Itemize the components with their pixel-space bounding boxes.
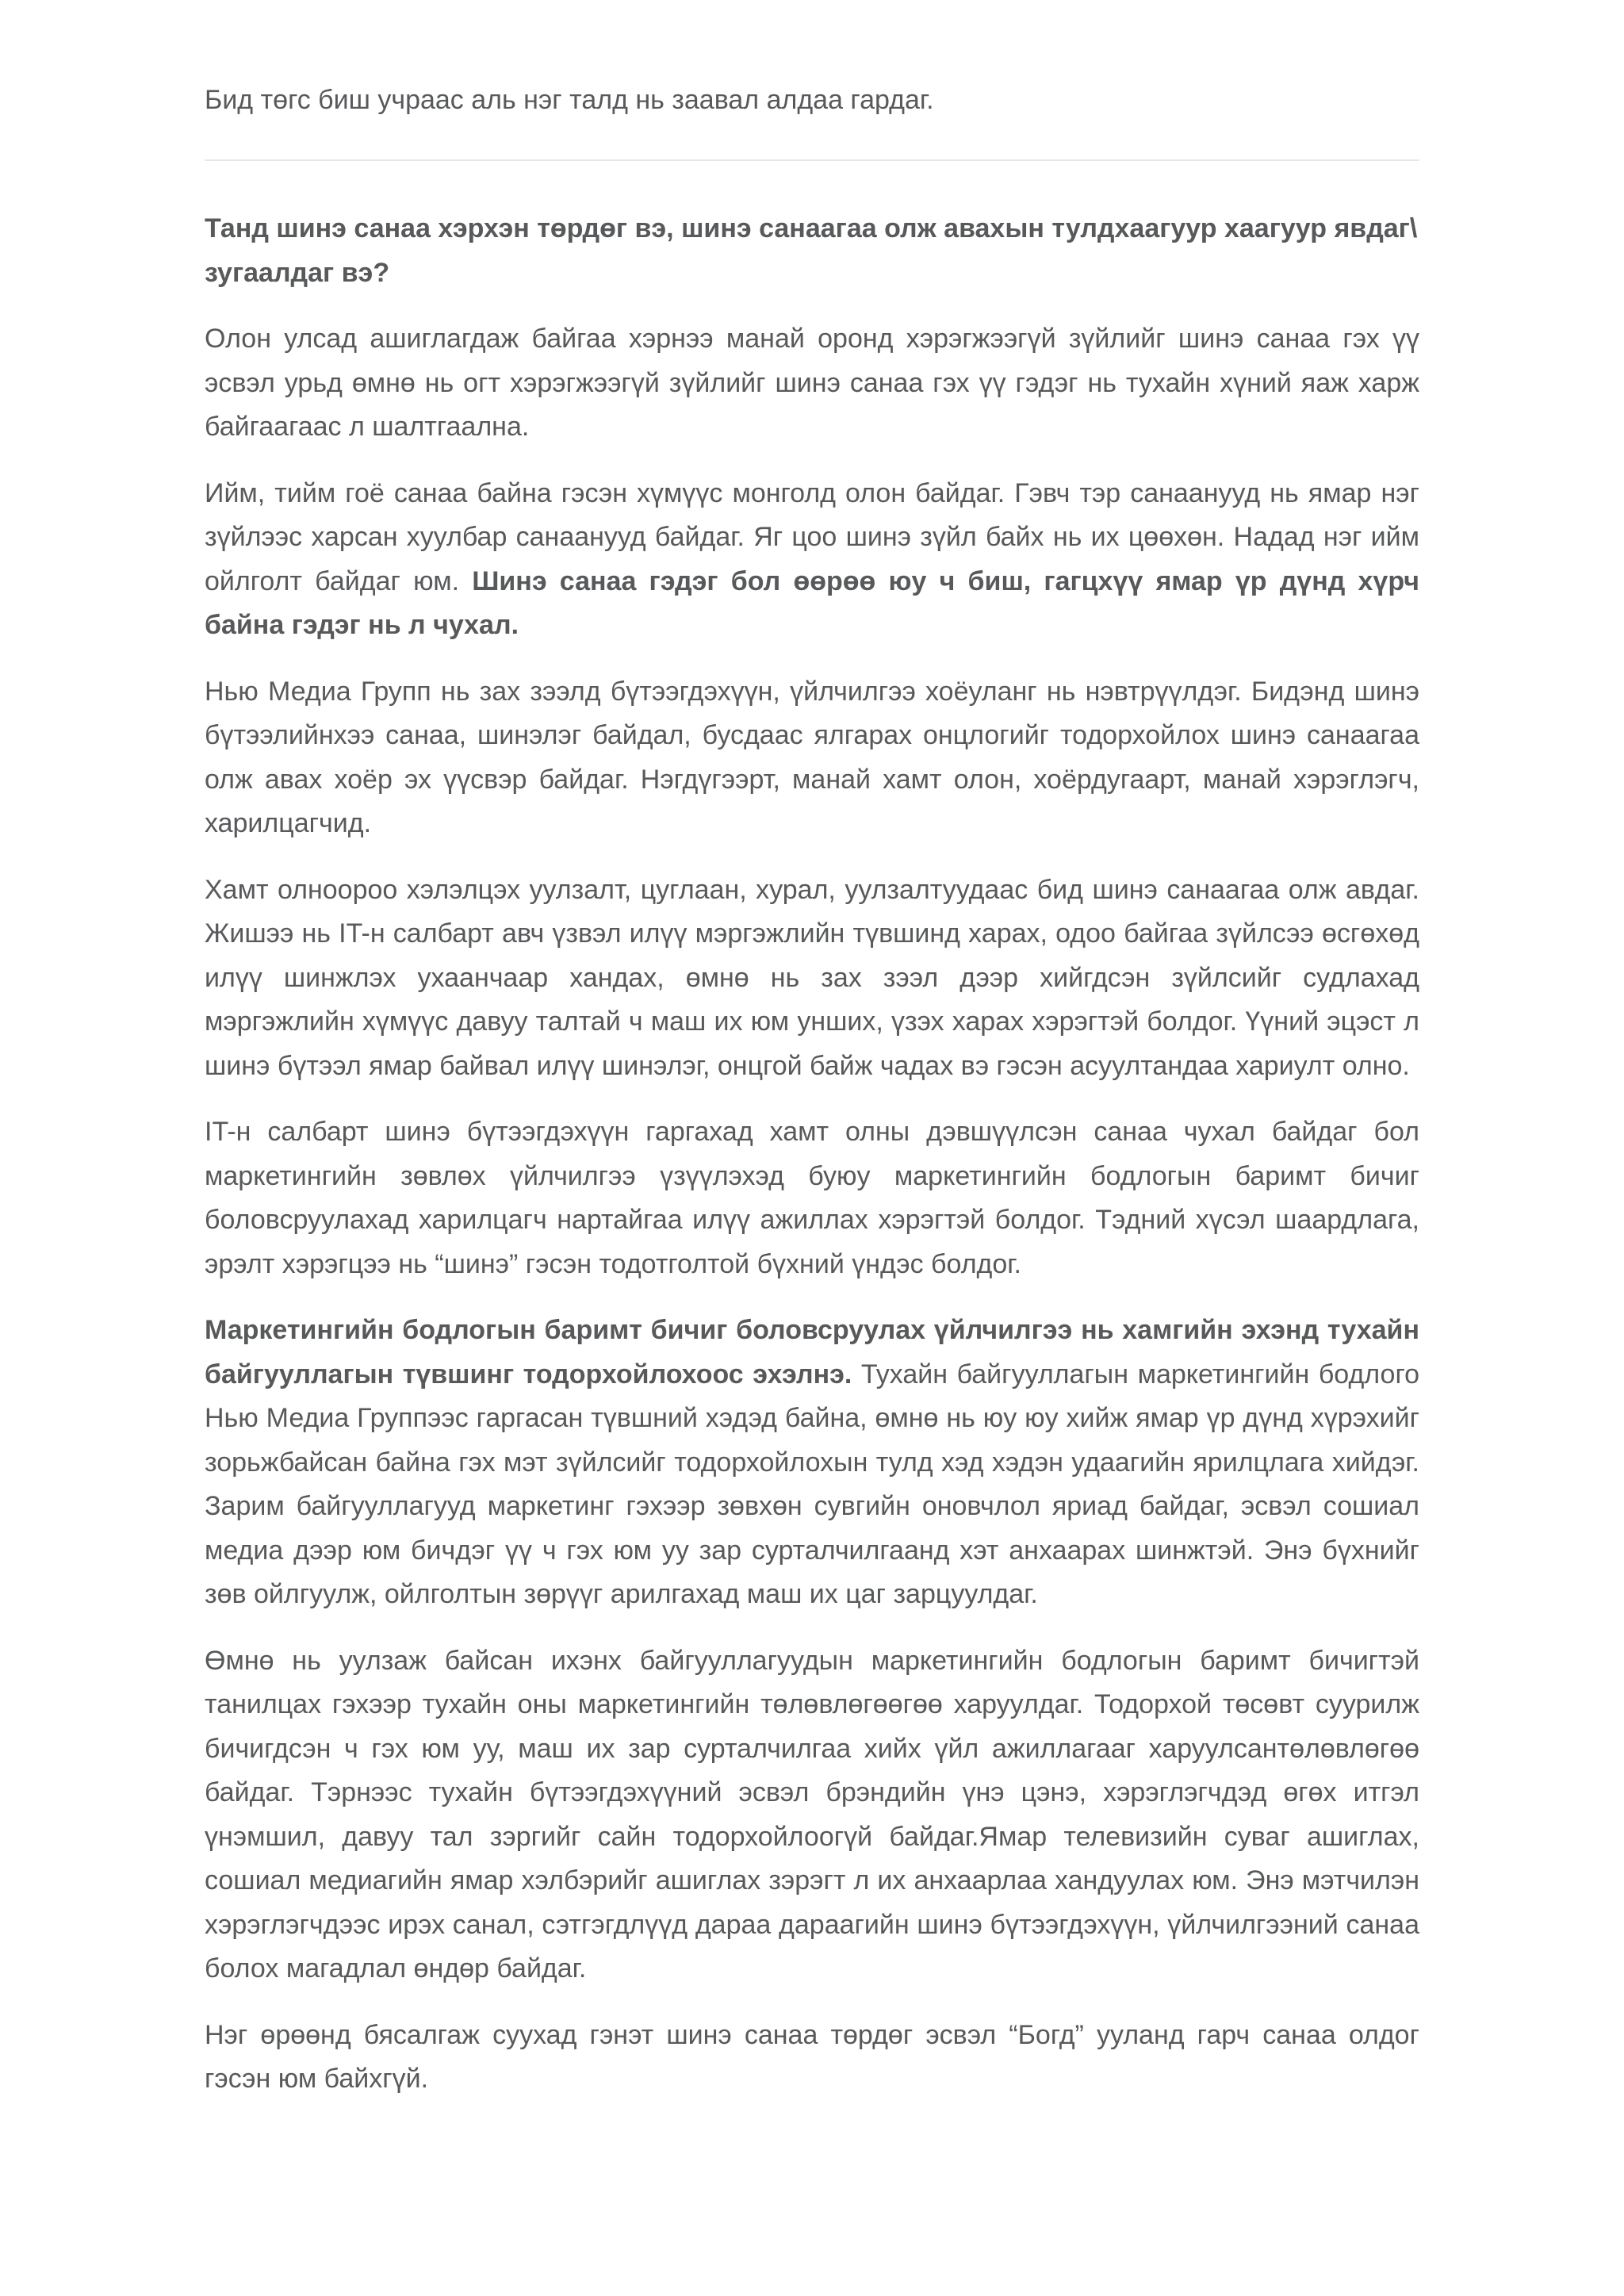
paragraph: [205, 1309, 1419, 1617]
text-run: Нэг өрөөнд бясалгаж суухад гэнэт шинэ санаа төрдөг эсвэл “Богд” ууланд гарч санаа олдог гэсэн юм байхгүй.: [205, 2019, 1419, 2094]
text-run: Ийм, тийм гоё санаа байна гэсэн хүмүүс монголд олон байдаг. Гэвч тэр санаанууд нь ямар нэг зүйлээс харсан хуулбар санаанууд байдаг. Яг цоо шинэ зүйл байх нь их цөөхөн. Надад нэг ийм ойлголт байдаг юм.: [205, 477, 1419, 596]
text-run: Тухайн байгууллагын маркетингийн бодлого Нью Медиа Группээс гаргасан түвшний хэдэд байна, өмнө нь юу юу хийж ямар үр дүнд хүрэхийг зорьжбайсан байна гэх мэт зүйлсийг тодорхойлохын тулд хэд хэдэн удаагийн ярилцлага хийдэг. Зарим байгууллагууд маркетинг гэхээр зөвхөн сувгийн оновчлол яриад байдаг, эсвэл сошиал медиа дээр юм бичдэг үү ч гэх юм уу зар сурталчилгаанд хэт анхаарах шинжтэй. Энэ бүхнийг зөв ойлгуулж, ойлголтын зөрүүг арилгахад маш их цаг зарцуулдаг.: [205, 1359, 1420, 1609]
paragraph: [205, 868, 1419, 1089]
text-run: IT-н салбарт шинэ бүтээгдэхүүн гаргахад хамт олны дэвшүүлсэн санаа чухал байдаг бол маркетингийн зөвлөх үйлчилгээ үзүүлэхэд буюу маркетингийн бодлогын баримт бичиг боловсруулахад харилцагч нартайгаа илүү ажиллах хэрэгтэй болдог. Тэдний хүсэл шаардлага, эрэлт хэрэгцээ нь “шинэ” гэсэн тодотголтой бүхний үндэс болдог.: [205, 1117, 1419, 1279]
intro-text: Бид төгс биш учраас аль нэг талд нь заавал алдаа гардаг.: [205, 85, 934, 115]
section-divider: [205, 159, 1419, 161]
article-body: [205, 317, 1419, 2102]
text-run: Хамт олноороо хэлэлцэх уулзалт, цуглаан, хурал, уулзалтуудаас бид шинэ санаагаа олж авдаг. Жишээ нь IT-н салбарт авч үзвэл илүү мэргэжлийн түвшинд харах, одоо байгаа зүйлсээ өсгөхөд илүү шинжлэх ухаанчаар хандах, өмнө нь зах зээл дээр хийгдсэн зүйлсийг судлахад мэргэжлийн хүмүүс давуу талтай ч маш их юм унших, үзэх харах хэрэгтэй болдог. Үүний эцэст л шинэ бүтээл ямар байвал илүү шинэлэг, онцгой байж чадах вэ гэсэн асуултандаа хариулт олно.: [205, 874, 1419, 1081]
paragraph: [205, 1110, 1419, 1286]
document-page: [205, 0, 1419, 2102]
bold-text: Маркетингийн бодлогын баримт бичиг боловсруулах үйлчилгээ нь хамгийн эхэнд тухайн байгууллагын түвшинг тодорхойлохоос эхэлнэ.: [205, 1315, 1419, 1389]
paragraph: [205, 1639, 1419, 1991]
text-run: Олон улсад ашиглагдаж байгаа хэрнээ манай оронд хэрэгжээгүй зүйлийг шинэ санаа гэх үү эсвэл урьд өмнө нь огт хэрэгжээгүй зүйлийг шинэ санаа гэх үү гэдэг нь тухайн хүний яаж харж байгаагаас л шалтгаална.: [205, 324, 1419, 442]
text-run: Нью Медиа Групп нь зах зээлд бүтээгдэхүүн, үйлчилгээ хоёуланг нь нэвтрүүлдэг. Бидэнд шинэ бүтээлийнхээ санаа, шинэлэг байдал, бусдаас ялгарах онцлогийг тодорхойлох шинэ санаагаа олж авах хоёр эх үүсвэр байдаг. Нэгдүгээрт, манай хамт олон, хоёрдугаарт, манай хэрэглэгч, харилцагчид.: [205, 676, 1419, 838]
text-run: Өмнө нь уулзаж байсан ихэнх байгууллагуудын маркетингийн бодлогын баримт бичигтэй танилцах гэхээр тухайн оны маркетингийн төлөвлөгөөгөө харуулдаг. Тодорхой төсөвт суурилж бичигдсэн ч гэх юм уу, маш их зар сурталчилгаа хийх үйл ажиллагааг харуулсантөлөвлөгөө байдаг. Тэрнээс тухайн бүтээгдэхүүний эсвэл брэндийн үнэ цэнэ, хэрэглэгчдэд өгөх итгэл үнэмшил, давуу тал зэргийг сайн тодорхойлоогүй байдаг.Ямар телевизийн суваг ашиглах, сошиал медиагийн ямар хэлбэрийг ашиглах зэрэгт л их анхаарлаа хандуулах юм. Энэ мэтчилэн хэрэглэгчдээс ирэх санал, сэтгэгдлүүд дараа дараагийн шинэ бүтээгдэхүүн, үйлчилгээний санаа болох магадлал өндөр байдаг.: [205, 1645, 1419, 1984]
bold-text: Шинэ санаа гэдэг бол өөрөө юу ч биш, гагцхүү ямар үр дүнд хүрч байна гэдэг нь л чухал.: [205, 565, 1419, 640]
paragraph: [205, 670, 1419, 846]
paragraph: [205, 472, 1419, 648]
question-heading: Танд шинэ санаа хэрхэн төрдөг вэ, шинэ санаагаа олж авахын тулдхаагуур хаагуур явдаг\ зугаалдаг вэ?: [205, 213, 1418, 288]
paragraph: [205, 2014, 1419, 2102]
paragraph: [205, 317, 1419, 450]
